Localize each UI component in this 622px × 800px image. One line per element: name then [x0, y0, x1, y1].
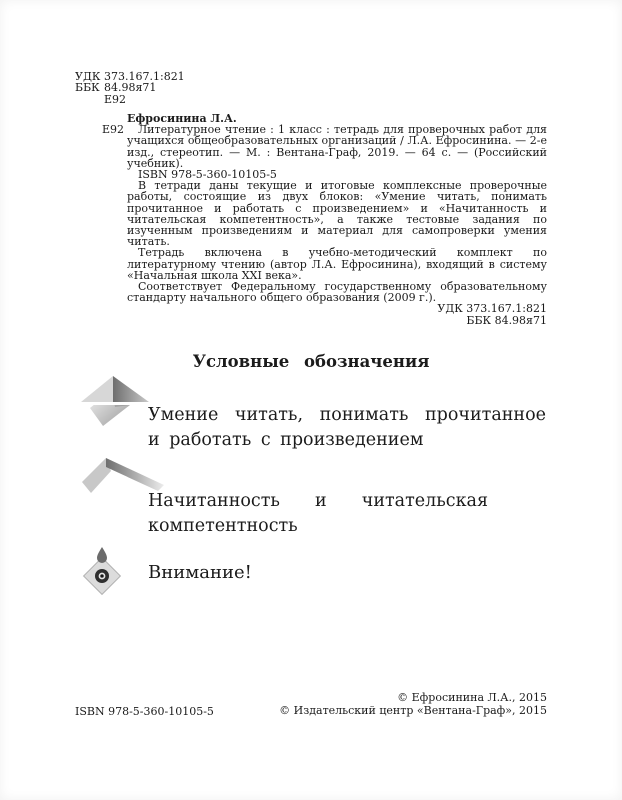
copyright-author: © Ефросинина Л.А., 2015 [397, 691, 547, 704]
annotation-paragraph: Тетрадь включена в учебно-методический комплект по литературному чтению (автор Л.А. Ефросинина), входящий в систему «Начальная школа XXI века». [127, 246, 547, 282]
bibliographic-entry [75, 113, 547, 326]
folded-arrow-marker-icon [78, 374, 152, 428]
footer-isbn: ISBN 978-5-360-10105-5 [75, 705, 214, 718]
annotation-paragraph: Соответствует Федеральному государственному образовательному стандарту начального общего образования (2009 г.). [127, 280, 547, 305]
bbk-line [75, 82, 185, 93]
legend-item-attention: Внимание! [148, 562, 252, 583]
bibliographic-text: Литературное чтение : 1 класс : тетрадь для проверочных работ для учащихся общеобразовательных организаций / Л.А. Ефросинина. — 2-е изд., стереотип. — М. : Вентана-Граф, 2019. — 64 с. — (Российский учебник). [127, 123, 547, 170]
bbk-label: ББК [75, 81, 100, 95]
annotation-paragraph: В тетради даны текущие и итоговые комплексные проверочные работы, состоящие из двух блоков: «Умение читать, понимать прочитанное и работать с произведением» и «Начитанность и читательская компетентность», а также тестовые задания по изученным произведениям и материал для самопроверки умения читать. [127, 179, 547, 249]
legend-item-reading-skills: Умение читать, понимать прочитанное и работать с произведением [148, 405, 546, 450]
entry-code: Е92 [102, 123, 125, 137]
bbk-value: 84.98я71 [104, 81, 157, 95]
classification-block [75, 71, 185, 105]
bibliographic-description [102, 123, 547, 170]
author-name: Ефросинина Л.А. [127, 112, 237, 125]
author-sign-code: Е92 [104, 92, 127, 106]
copyright-block [75, 692, 547, 718]
legend-item-reading-competence: Начитанность и читательская компетентность [148, 491, 488, 536]
bbk-right-value: ББК 84.98я71 [466, 313, 547, 327]
legend-title: Условные обозначения [192, 352, 430, 371]
udk-value: 373.167.1:821 [104, 70, 185, 83]
copyright-publisher: © Издательский центр «Вентана-Граф», 2015 [279, 703, 547, 717]
isbn-entry-line: ISBN 978-5-360-10105-5 [138, 168, 277, 182]
udk-right-value: УДК 373.167.1:821 [437, 302, 547, 316]
attention-pin-icon [80, 546, 124, 596]
udk-label: УДК [75, 70, 101, 83]
